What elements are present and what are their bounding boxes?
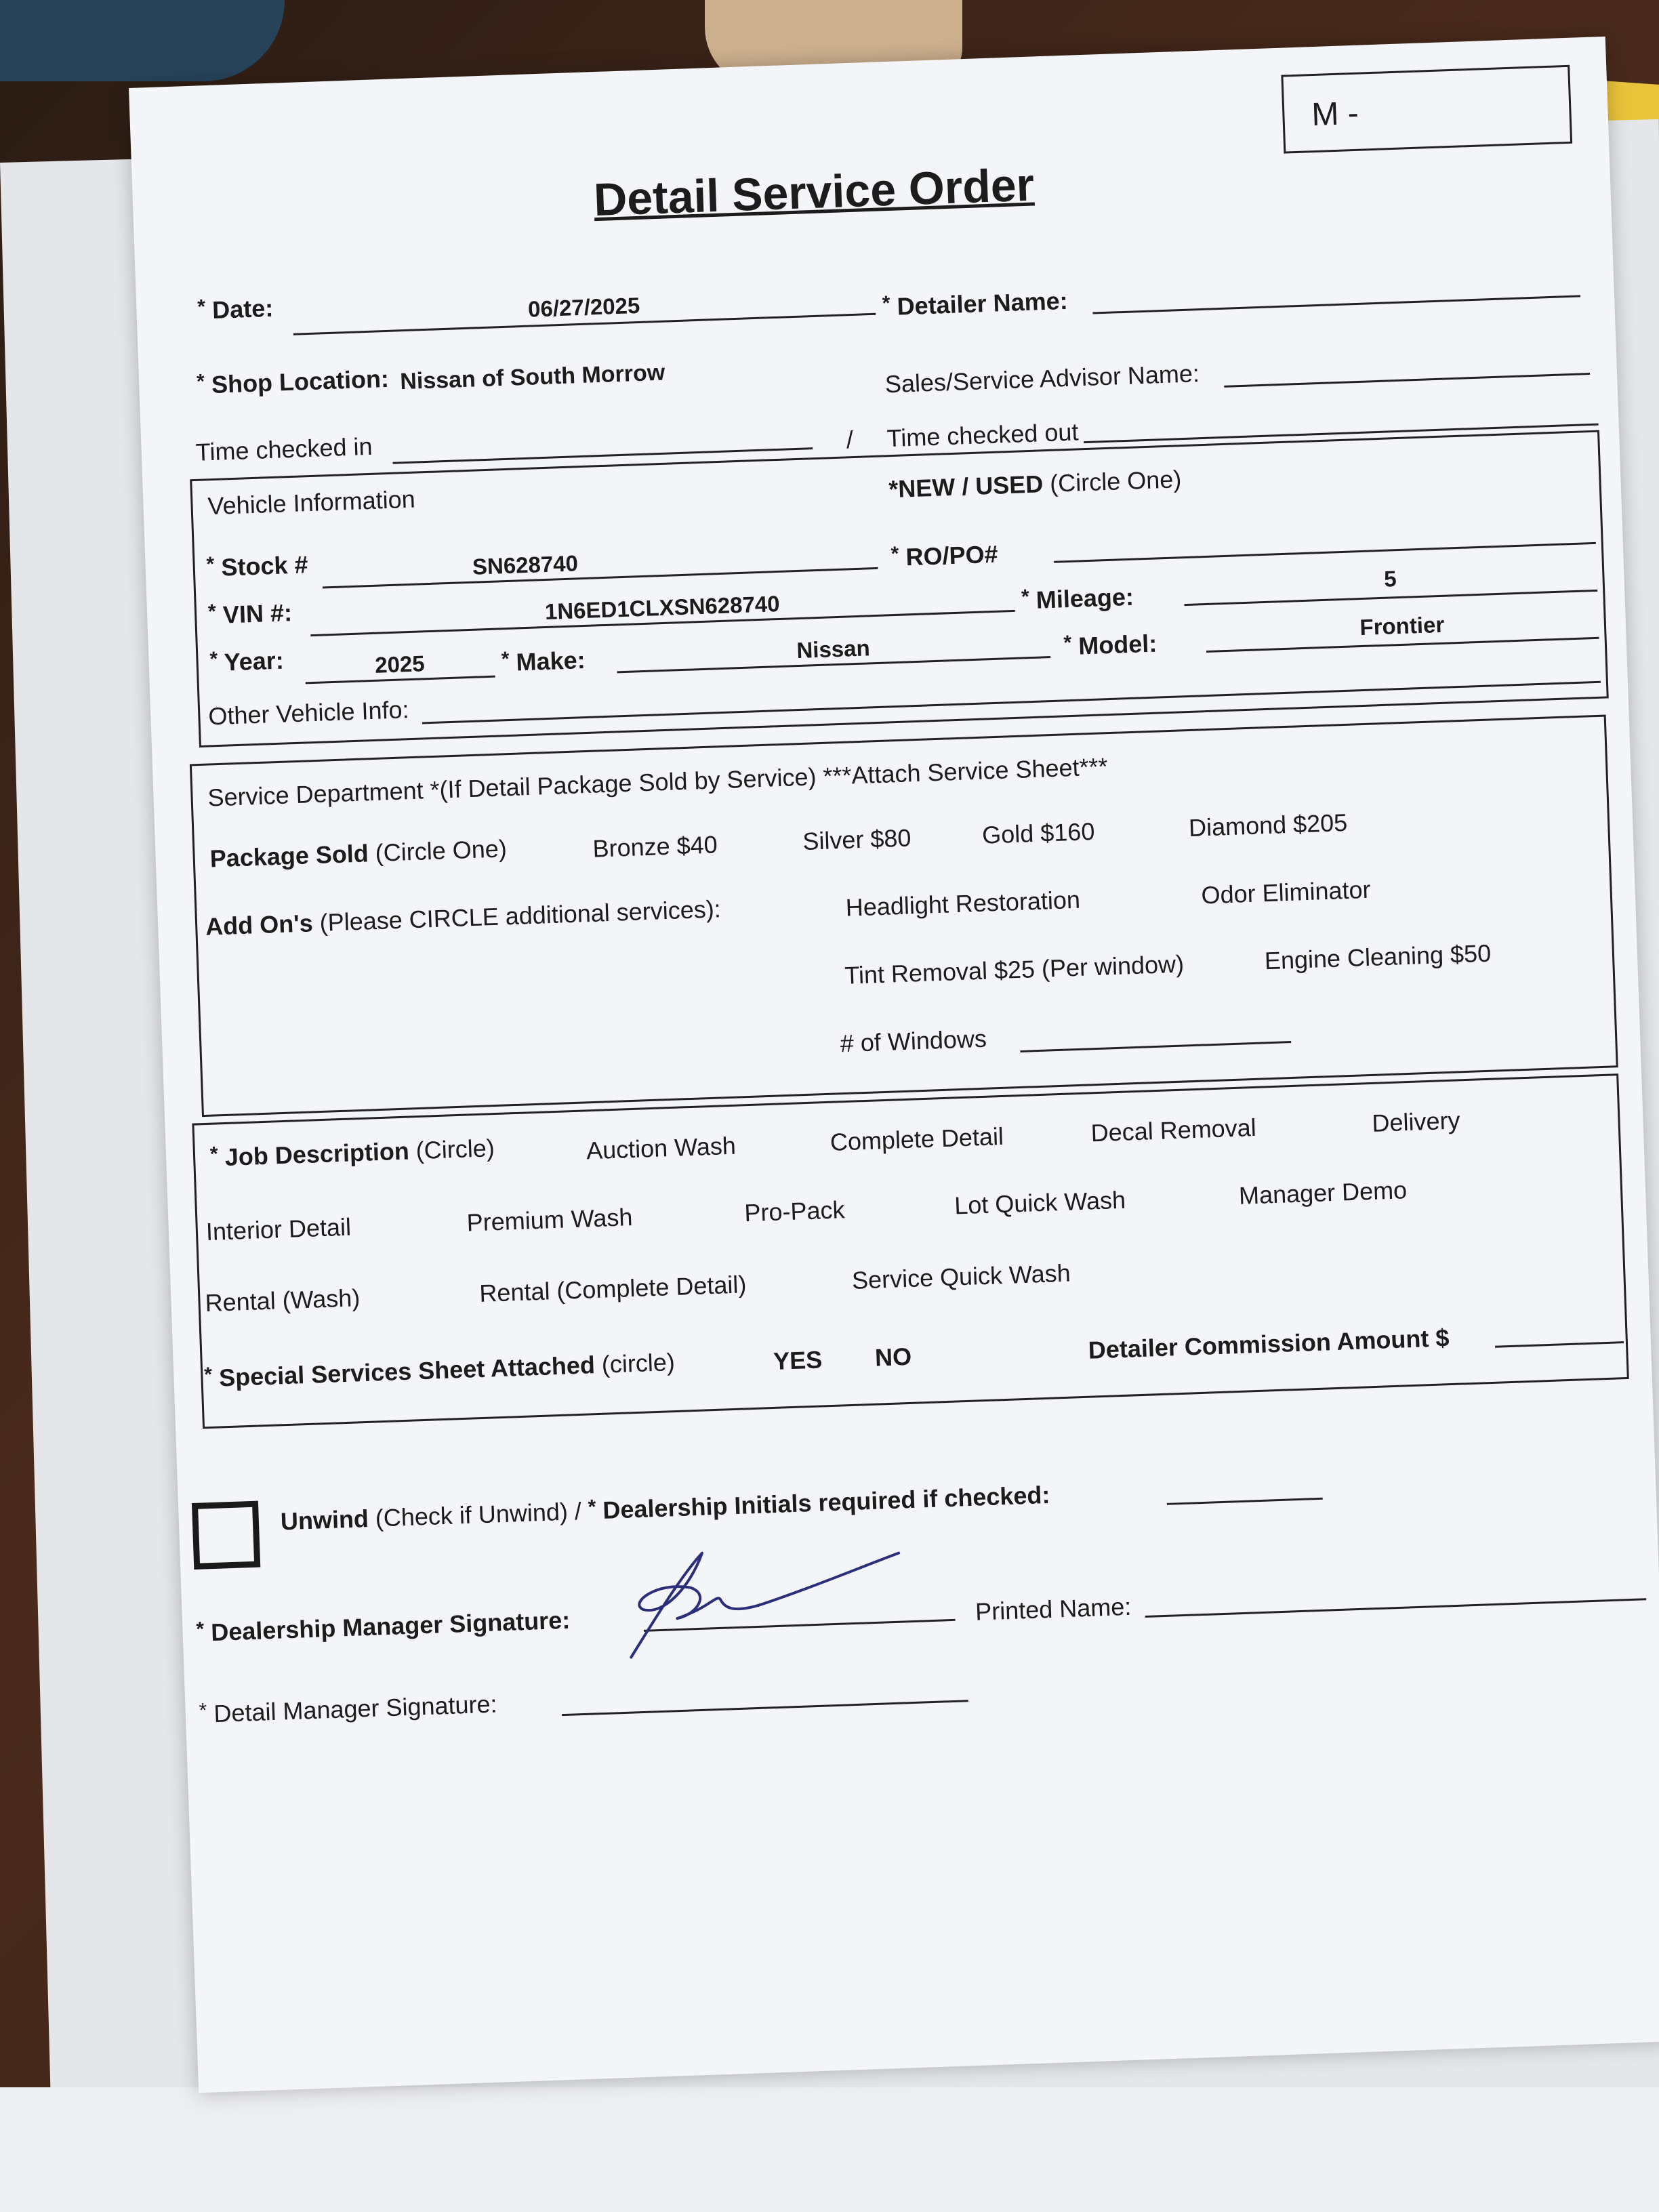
make-label: * Make: [501, 646, 586, 676]
addons-label: Add On's (Please CIRCLE additional services): [205, 895, 722, 941]
detail-signature-line[interactable] [562, 1700, 968, 1716]
addon-headlight[interactable]: Headlight Restoration [845, 885, 1081, 922]
advisor-name-line[interactable] [1224, 373, 1590, 388]
commission-label: Detailer Commission Amount $ [1088, 1324, 1450, 1364]
year-value: 2025 [374, 651, 426, 678]
job-interior-detail[interactable]: Interior Detail [205, 1212, 352, 1246]
detailer-name-line[interactable] [1092, 295, 1580, 314]
mileage-value: 5 [1383, 566, 1397, 592]
model-label: * Model: [1063, 629, 1158, 660]
shop-location-label: * Shop Location: [196, 364, 390, 398]
unwind-checkbox[interactable] [192, 1501, 260, 1570]
service-order-sheet [129, 37, 1659, 2093]
job-pro-pack[interactable]: Pro-Pack [743, 1195, 846, 1227]
package-silver[interactable]: Silver $80 [802, 823, 912, 855]
background-bottle [0, 0, 285, 81]
model-value: Frontier [1359, 611, 1445, 640]
handwritten-signature [600, 1525, 916, 1672]
job-premium-wash[interactable]: Premium Wash [466, 1203, 634, 1237]
special-yes[interactable]: YES [773, 1345, 823, 1375]
detailer-name-label: * Detailer Name: [882, 286, 1069, 321]
job-rental-wash[interactable]: Rental (Wash) [204, 1284, 361, 1317]
time-slash: / [846, 426, 854, 454]
package-gold[interactable]: Gold $160 [981, 817, 1095, 849]
time-out-label: Time checked out [886, 417, 1080, 453]
job-manager-demo[interactable]: Manager Demo [1238, 1176, 1408, 1210]
other-info-label: Other Vehicle Info: [207, 695, 410, 731]
special-no[interactable]: NO [874, 1342, 912, 1372]
job-complete-detail[interactable]: Complete Detail [830, 1122, 1004, 1156]
dealer-signature-label: * Dealership Manager Signature: [195, 1605, 571, 1647]
job-auction-wash[interactable]: Auction Wash [586, 1131, 737, 1165]
advisor-name-label: Sales/Service Advisor Name: [884, 359, 1200, 398]
mileage-label: * Mileage: [1021, 582, 1134, 614]
printed-name-line[interactable] [1145, 1598, 1647, 1618]
unwind-label: Unwind (Check if Unwind) / * Dealership Initials required if checked: [280, 1480, 1051, 1536]
job-service-quick-wash[interactable]: Service Quick Wash [851, 1258, 1071, 1294]
printed-name-label: Printed Name: [975, 1592, 1132, 1626]
initials-line[interactable] [1167, 1498, 1323, 1505]
addon-tint[interactable]: Tint Removal $25 (Per window) [844, 949, 1185, 989]
job-delivery[interactable]: Delivery [1371, 1106, 1461, 1137]
vin-label: * VIN #: [207, 598, 293, 629]
date-label: * Date: [197, 293, 274, 324]
windows-label: # of Windows [840, 1024, 987, 1058]
vehicle-info-header: Vehicle Information [207, 485, 416, 520]
package-diamond[interactable]: Diamond $205 [1188, 808, 1348, 842]
shop-location-value: Nissan of South Morrow [399, 359, 665, 395]
year-label: * Year: [209, 646, 285, 676]
form-title: Detail Service Order [592, 159, 1036, 226]
stock-value: SN628740 [472, 550, 579, 579]
job-decal-removal[interactable]: Decal Removal [1090, 1113, 1257, 1147]
package-sold-label: Package Sold (Circle One) [209, 834, 508, 873]
addon-odor[interactable]: Odor Eliminator [1200, 875, 1372, 909]
vin-value: 1N6ED1CLXSN628740 [544, 590, 781, 625]
date-value: 06/27/2025 [527, 292, 640, 322]
service-dept-header: Service Department *(If Detail Package Sold by Service) ***Attach Service Sheet*** [207, 752, 1109, 812]
new-used-selector[interactable]: *NEW / USED (Circle One) [888, 465, 1182, 504]
time-in-label: Time checked in [195, 432, 373, 466]
package-bronze[interactable]: Bronze $40 [592, 830, 718, 863]
order-id-prefix: M - [1311, 95, 1359, 134]
stock-label: * Stock # [206, 550, 309, 581]
make-value: Nissan [796, 635, 871, 663]
background-paper-bottom [0, 2087, 1659, 2212]
ropo-label: * RO/PO# [890, 539, 999, 571]
job-description-label: * Job Description (Circle) [209, 1134, 495, 1171]
job-rental-complete[interactable]: Rental (Complete Detail) [478, 1270, 747, 1308]
order-id-box [1281, 65, 1572, 154]
detail-signature-label: * Detail Manager Signature: [199, 1689, 498, 1728]
job-lot-quick-wash[interactable]: Lot Quick Wash [954, 1185, 1126, 1220]
addon-engine[interactable]: Engine Cleaning $50 [1264, 939, 1492, 975]
special-services-label: * Special Services Sheet Attached (circle) [203, 1348, 676, 1392]
